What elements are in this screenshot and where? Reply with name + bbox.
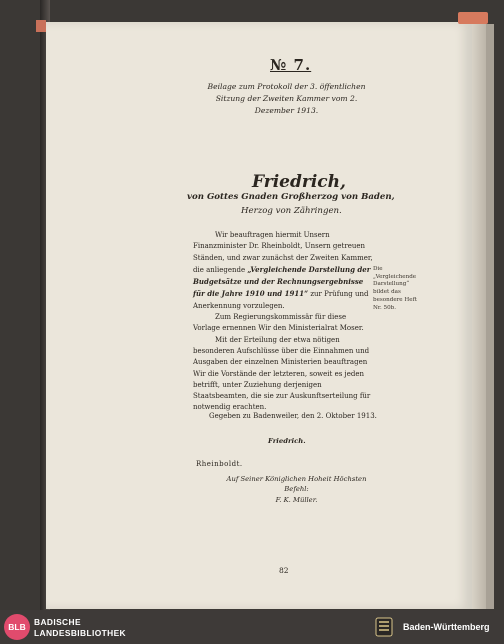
countersign-line-2: F. K. Müller. bbox=[275, 495, 318, 504]
countersign-block bbox=[219, 474, 374, 505]
margin-note: Die „Vergleichende Darstellung“ bildet das besondere Heft Nr. 50b. bbox=[373, 266, 417, 311]
beilage-line: Beilage zum Protokoll der 3. öffentlichen Sitzung der Zweiten Kammer vom 2. Dezember 1913. bbox=[207, 82, 366, 115]
page-edge-strip bbox=[486, 24, 494, 609]
page-number: 82 bbox=[279, 566, 289, 575]
bookmark-tab bbox=[458, 12, 488, 24]
minister-name: Rheinboldt. bbox=[196, 460, 243, 468]
paragraph-2: Zum Regierungskommissär für diese Vorlage ernennen Wir den Ministerialrat Moser. bbox=[193, 313, 364, 333]
subtitle-line-1: von Gottes Gnaden Großherzog von Baden, bbox=[187, 192, 395, 202]
library-name-line-2: LANDESBIBLIOTHEK bbox=[34, 628, 127, 638]
dated-line: Gegeben zu Badenweiler, den 2. Oktober 1913. bbox=[209, 412, 377, 420]
paragraph-1-end: zur Prüfung und Anerkennung vorzulegen. bbox=[193, 290, 369, 310]
signature: Friedrich. bbox=[268, 437, 306, 445]
state-label[interactable]: Baden-Württemberg bbox=[403, 622, 490, 632]
body-text bbox=[193, 230, 375, 414]
left-bookmark-tab bbox=[36, 20, 46, 32]
document-title: Friedrich, bbox=[252, 172, 346, 192]
paragraph-1-text: Wir beauftragen hiermit Unsern Finanzminister Dr. Rheinboldt, Unsern getreuen Ständen, und zwar zunächst der Zweiten Kammer, die anliegende bbox=[193, 231, 373, 274]
baden-wuerttemberg-lions-icon bbox=[375, 617, 393, 637]
library-name-line-1: BADISCHE bbox=[34, 617, 81, 627]
document-number: № 7. bbox=[270, 56, 312, 74]
countersign-line-1: Auf Seiner Königlichen Hoheit Höchsten Befehl: bbox=[226, 475, 367, 494]
paragraph-1-bold-title: „Vergleichende Darstellung der Budgetsätze und der Rechnungsergebnisse für die Jahre 1910 und 1911“ bbox=[193, 264, 371, 299]
subtitle-line-2: Herzog von Zähringen. bbox=[241, 206, 342, 216]
blb-logo[interactable]: BLB bbox=[4, 614, 30, 640]
paragraph-3: Mit der Erteilung der etwa nötigen besonderen Aufschlüsse über die Einnahmen und Ausgaben der einzelnen Ministerien beauftragen Wir die Vorstände der letzteren, soweit es jeden betrifft, unter Zuziehung derjenigen Staatsbeamten, die sie zur Auskunftserteilung für notwendig erachten. bbox=[193, 335, 371, 412]
paragraph-1 bbox=[193, 230, 375, 312]
